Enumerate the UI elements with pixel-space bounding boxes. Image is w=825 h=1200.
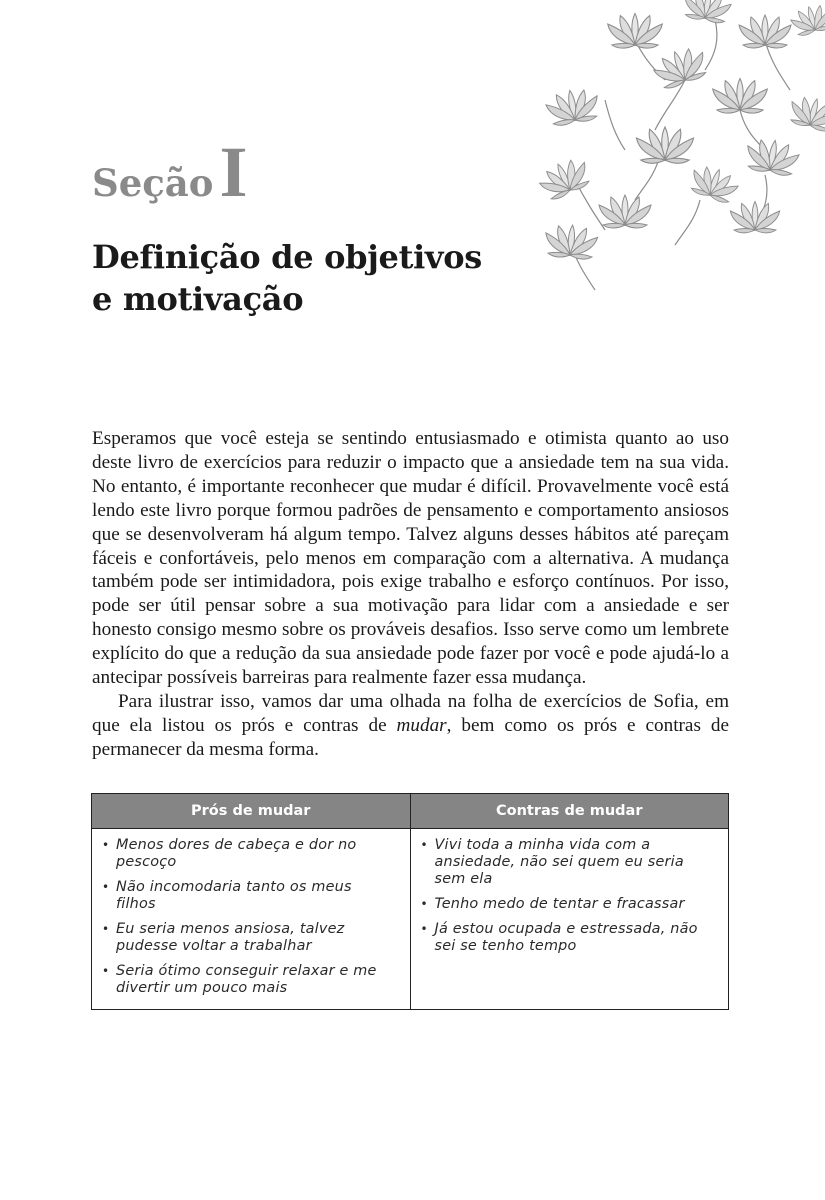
- bullet-icon: •: [420, 897, 428, 911]
- page-title: [92, 236, 512, 320]
- section-numeral: I: [219, 132, 248, 212]
- bullet-icon: •: [102, 964, 110, 978]
- bullet-icon: •: [102, 922, 110, 936]
- paragraph-1: Esperamos que você esteja se sentindo entusiasmado e otimista quanto ao uso deste livro de exercícios para reduzir o impacto que a ansiedade tem na sua vida. No entanto, é importante reconhecer que mudar é difícil. Provavelmente você está lendo este livro porque formou padrões de pensamento e comportamento ansiosos que se desenvolveram há algum tempo. Talvez alguns desses hábitos até pareçam fáceis e confortáveis, pelo menos em comparação com a alternativa. A mudança também pode ser intimidadora, pois exige trabalho e esforço contínuos. Por isso, pode ser útil pensar sobre a sua motivação para lidar com a ansiedade e ser honesto consigo mesmo sobre os prováveis desafios. Isso serve como um lembrete explícito do que a redução da sua ansiedade pode fazer por você e pode ajudá-lo a antecipar possíveis barreiras para realmente fazer essa mudança.: [92, 428, 729, 689]
- cons-header: Contras de mudar: [410, 794, 729, 828]
- paragraph-2-text-end: , bem como os prós e contras de permanecer da mesma forma.: [92, 714, 729, 760]
- list-item: • Não incomodaria tanto os meus filhos: [102, 879, 352, 912]
- list-item: • Já estou ocupada e estressada, não sei se tenho tempo: [420, 921, 698, 954]
- cons-column: [410, 829, 729, 1009]
- page-title-line-2: e motivação: [92, 280, 304, 318]
- table-header-row: [92, 794, 728, 828]
- pros-list: [102, 837, 394, 997]
- list-item: • Menos dores de cabeça e dor no pescoço: [102, 837, 357, 870]
- list-item: • Tenho medo de tentar e fracassar: [420, 896, 685, 912]
- paragraph-2-text-start: Para ilustrar isso, vamos dar uma olhada na folha de exercícios de Sofia, em que ela listou os prós e contras de: [92, 690, 729, 736]
- paragraph-2: [92, 690, 729, 762]
- paragraph-2-emphasis: mudar: [396, 714, 447, 736]
- table-body-row: [92, 828, 728, 1009]
- section-word: Seção: [92, 161, 214, 205]
- bullet-icon: •: [420, 922, 428, 936]
- pros-column: [92, 829, 410, 1009]
- cons-list: [421, 837, 713, 955]
- lotus-flowers-icon: [515, 0, 825, 300]
- body-text: [92, 427, 729, 762]
- bullet-icon: •: [420, 838, 428, 852]
- bullet-icon: •: [102, 880, 110, 894]
- section-label: [92, 132, 248, 212]
- list-item: • Seria ótimo conseguir relaxar e me divertir um pouco mais: [102, 963, 377, 996]
- pros-header: Prós de mudar: [191, 803, 311, 819]
- bullet-icon: •: [102, 838, 110, 852]
- pros-cons-table: [91, 793, 729, 1010]
- page-title-line-1: Definição de objetivos: [92, 238, 482, 276]
- list-item: • Vivi toda a minha vida com a ansiedade, não sei quem eu seria sem ela: [420, 837, 684, 887]
- list-item: • Eu seria menos ansiosa, talvez pudesse voltar a trabalhar: [102, 921, 345, 954]
